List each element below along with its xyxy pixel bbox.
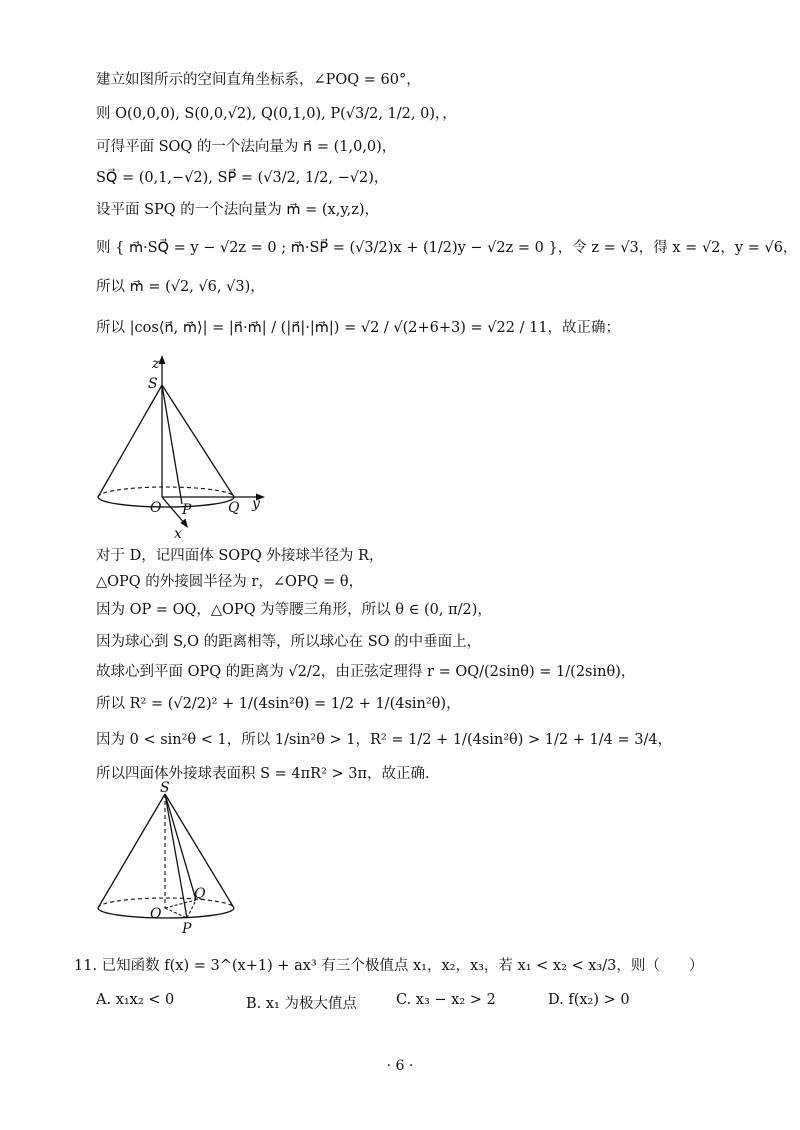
text-line: △OPQ 的外接圆半径为 r，∠OPQ = θ， <box>96 574 364 590</box>
question-11: 11. 已知函数 f(x) = 3^(x+1) + ax³ 有三个极值点 x₁，x₂，x₃，若 x₁ < x₂ < x₃/3，则（ ） <box>74 958 704 974</box>
point-label-o: O <box>150 500 162 516</box>
option-b[interactable]: B. x₁ 为极大值点 <box>246 996 357 1012</box>
option-a[interactable]: A. x₁x₂ < 0 <box>96 992 175 1008</box>
point-label-p: P <box>182 502 192 518</box>
axis-label-y: y <box>252 496 260 512</box>
text-line: 所以 m⃗ = (√2, √6, √3)， <box>96 279 265 295</box>
text-line: 可得平面 SOQ 的一个法向量为 n⃗ = (1,0,0)， <box>96 139 397 155</box>
text-line: 设平面 SPQ 的一个法向量为 m⃗ = (x,y,z)， <box>96 202 380 218</box>
text-line: 因为 0 < sin²θ < 1，所以 1/sin²θ > 1，R² = 1/2 + 1/(4sin²θ) > 1/2 + 1/4 = 3/4， <box>96 732 673 748</box>
option-c[interactable]: C. x₃ − x₂ > 2 <box>396 992 496 1008</box>
text-line: 所以 |cos⟨n⃗, m⃗⟩| = |n⃗·m⃗| / (|n⃗|·|m⃗|) = √2 / √(2+6+3) = √22 / 11，故正确； <box>96 320 621 336</box>
axis-label-z: z <box>152 356 160 372</box>
option-d[interactable]: D. f(x₂) > 0 <box>548 992 630 1008</box>
text-line: 因为 OP = OQ，△OPQ 为等腰三角形，所以 θ ∈ (0, π/2)， <box>96 602 492 618</box>
axis-label-x: x <box>174 526 182 542</box>
point-label-q: Q <box>228 500 240 516</box>
point-label-s: S <box>148 376 158 392</box>
text-line: 因为球心到 S,O 的距离相等，所以球心在 SO 的中垂面上， <box>96 634 482 650</box>
text-line: 所以 R² = (√2/2)² + 1/(4sin²θ) = 1/2 + 1/(4sin²θ)， <box>96 696 461 712</box>
point-label-o: O <box>150 906 162 922</box>
point-label-p: P <box>182 921 192 936</box>
text-line: 则 O(0,0,0), S(0,0,√2), Q(0,1,0), P(√3/2, 1/2, 0)，， <box>96 106 457 122</box>
text-line: 则 { m⃗·SQ⃗ = y − √2z = 0 ; m⃗·SP⃗ = (√3/2)x + (1/2)y − √2z = 0 }，令 z = √3，得 x = √2，y = √6， <box>96 240 798 256</box>
answer-options <box>96 992 716 1014</box>
text-line: SQ⃗ = (0,1,−√2), SP⃗ = (√3/2, 1/2, −√2)， <box>96 170 389 186</box>
point-label-s: S <box>160 780 170 796</box>
text-line: 故球心到平面 OPQ 的距离为 √2/2，由正弦定理得 r = OQ/(2sinθ) = 1/(2sinθ)， <box>96 664 636 680</box>
text-line: 对于 D，记四面体 SOPQ 外接球半径为 R， <box>96 548 384 564</box>
cone-figure <box>90 778 250 936</box>
cone-figure-with-axes <box>90 352 270 542</box>
point-label-q: Q <box>194 886 206 902</box>
page-number: · 6 · <box>386 1058 414 1074</box>
text-line: 所以四面体外接球表面积 S = 4πR² > 3π，故正确. <box>96 766 430 782</box>
text-line: 建立如图所示的空间直角坐标系，∠POQ = 60°， <box>96 72 421 88</box>
